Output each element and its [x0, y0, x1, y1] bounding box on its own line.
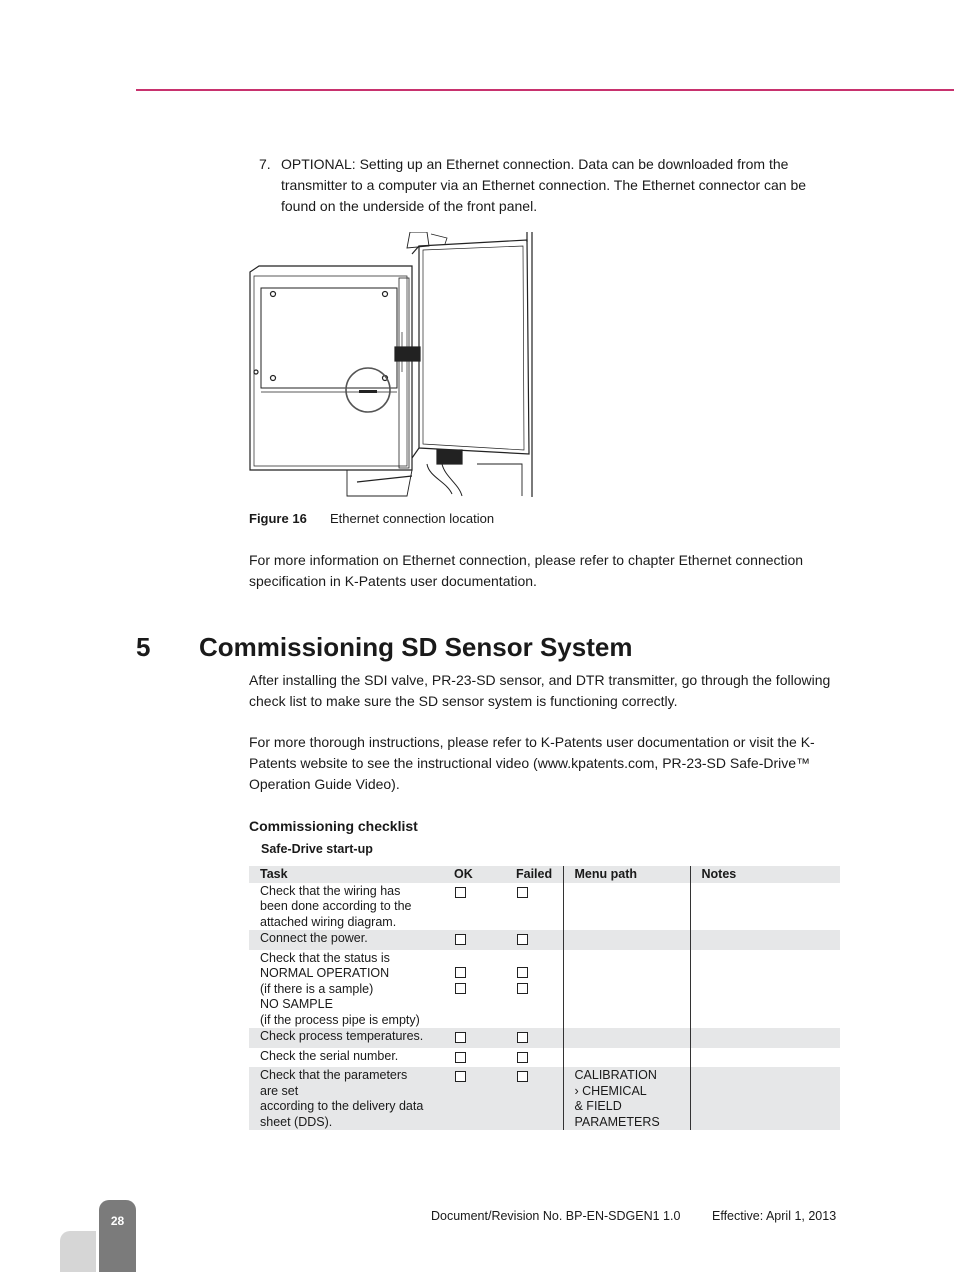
ok-checkbox[interactable] — [455, 934, 466, 945]
notes-cell[interactable] — [690, 1067, 840, 1130]
figure-label: Figure 16 — [249, 511, 307, 526]
table-row — [249, 1048, 840, 1068]
notes-cell[interactable] — [690, 883, 840, 931]
commissioning-checklist-table — [249, 866, 840, 1130]
task-cell: Check that the parameters are set according to the delivery data sheet (DDS). — [249, 1067, 448, 1130]
header-failed: Failed — [510, 866, 563, 883]
step-7 — [259, 154, 839, 217]
step-text: OPTIONAL: Setting up an Ethernet connection. Data can be downloaded from the transmitter to a computer via an Ethernet connection. The Ethernet connector can be found on the underside of the front panel. — [281, 156, 807, 214]
header-rule — [136, 89, 954, 91]
figure-caption — [249, 510, 494, 527]
header-ok: OK — [448, 866, 510, 883]
footer-page-tab — [99, 1200, 136, 1272]
section-heading — [136, 630, 632, 664]
footer-gray-tab — [60, 1231, 96, 1272]
menu-path-cell — [563, 950, 690, 1029]
page-number: 28 — [110, 1214, 125, 1228]
table-row — [249, 1067, 840, 1130]
menu-path-cell — [563, 883, 690, 931]
task-cell: Check that the status is NORMAL OPERATION (if there is a sample) NO SAMPLE (if the process pipe is empty) — [260, 950, 420, 1027]
task-cell: Connect the power. — [249, 930, 448, 950]
failed-checkbox[interactable] — [517, 1032, 528, 1043]
failed-checkbox-no-sample[interactable] — [517, 983, 528, 994]
ok-checkbox[interactable] — [455, 887, 466, 898]
ethernet-info-paragraph: For more information on Ethernet connection, please refer to chapter Ethernet connection specification in K-Patents user documentation. — [249, 552, 804, 589]
table-row — [249, 883, 840, 931]
ok-checkbox-no-sample[interactable] — [455, 983, 466, 994]
step-number: 7. — [259, 156, 271, 172]
failed-checkbox-normal-operation[interactable] — [517, 967, 528, 978]
ok-checkbox[interactable] — [455, 1071, 466, 1082]
ok-checkbox[interactable] — [455, 1032, 466, 1043]
menu-path-cell — [563, 1048, 690, 1068]
header-task: Task — [249, 866, 448, 883]
failed-checkbox[interactable] — [517, 934, 528, 945]
notes-cell[interactable] — [690, 930, 840, 950]
header-notes: Notes — [690, 866, 840, 883]
section-number: 5 — [136, 632, 151, 662]
failed-checkbox[interactable] — [517, 887, 528, 898]
document-revision-number: Document/Revision No. BP-EN-SDGEN1 1.0 — [431, 1209, 681, 1223]
table-header-row — [249, 866, 840, 883]
task-cell: Check process temperatures. — [249, 1028, 448, 1048]
menu-path-cell — [563, 930, 690, 950]
ok-checkbox[interactable] — [455, 1052, 466, 1063]
section-title: Commissioning SD Sensor System — [199, 632, 633, 662]
menu-path-cell: CALIBRATION › CHEMICAL & FIELD PARAMETERS — [563, 1067, 690, 1130]
more-info-paragraph: For more thorough instructions, please refer to K-Patents user documentation or visit the K-Patents website to see the instructional video (www.kpatents.com, PR-23-SD Safe-Drive™ Operation Guide Video). — [249, 734, 815, 792]
table-row — [249, 1028, 840, 1048]
task-cell: Check that the wiring has been done according to the attached wiring diagram. — [260, 883, 412, 929]
failed-checkbox[interactable] — [517, 1071, 528, 1082]
intro-paragraph: After installing the SDI valve, PR-23-SD sensor, and DTR transmitter, go through the following check list to make sure the SD sensor system is functioning correctly. — [249, 672, 831, 709]
table-row — [249, 950, 840, 1029]
checklist-subtitle: Safe-Drive start-up — [261, 842, 373, 856]
header-menu-path: Menu path — [563, 866, 690, 883]
checklist-title: Commissioning checklist — [249, 818, 418, 834]
failed-checkbox[interactable] — [517, 1052, 528, 1063]
figure-ethernet-drawing — [247, 232, 537, 500]
notes-cell[interactable] — [690, 950, 840, 1029]
ok-checkbox-normal-operation[interactable] — [455, 967, 466, 978]
figure-caption-text: Ethernet connection location — [330, 511, 495, 526]
notes-cell[interactable] — [690, 1028, 840, 1048]
menu-path-cell — [563, 1028, 690, 1048]
table-row — [249, 930, 840, 950]
task-cell: Check the serial number. — [260, 1048, 399, 1063]
notes-cell[interactable] — [690, 1048, 840, 1068]
transmitter-drawing — [247, 232, 537, 500]
effective-date: Effective: April 1, 2013 — [712, 1209, 837, 1223]
